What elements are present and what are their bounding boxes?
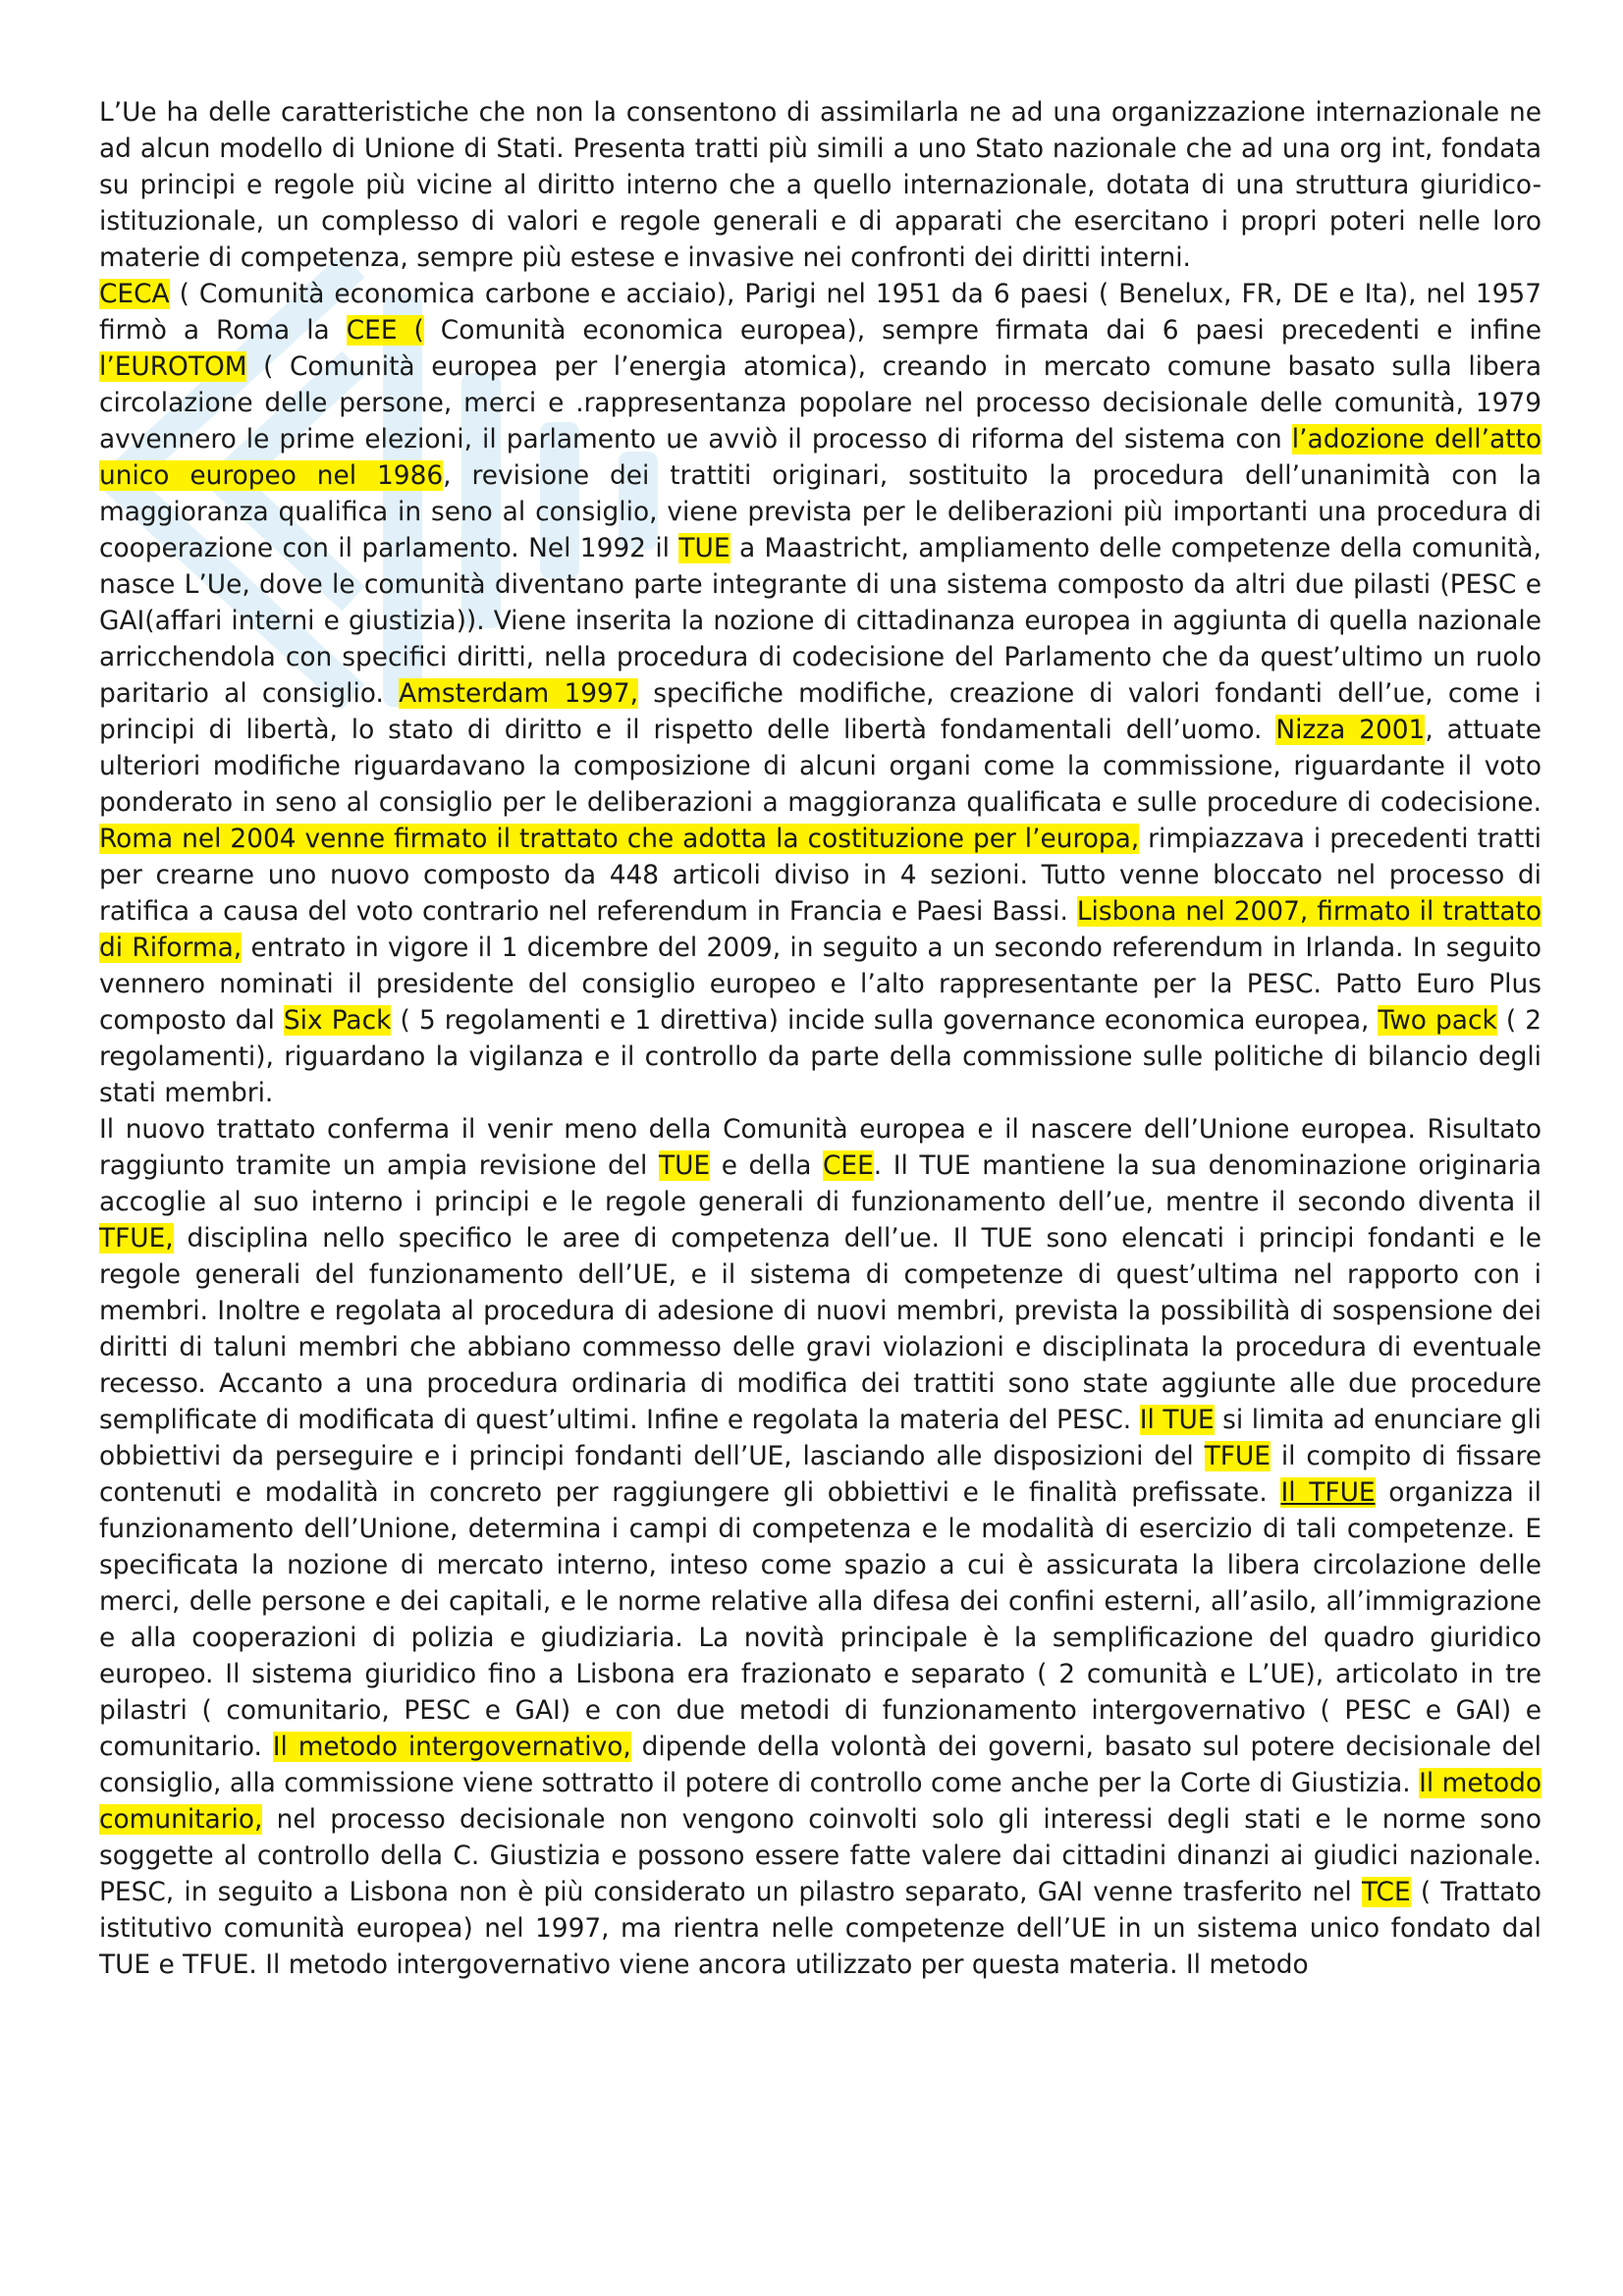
body-text: ( Comunità europea per l’energia atomica), creando in mercato comune basato sulla libera circolazione delle persone, merci e .rappresentanza popolare nel processo decisionale delle comunità, 1979 avvennero le prime elezioni, il parlamento ue avviò il processo di riforma del sistema con bbox=[99, 351, 1542, 454]
highlighted-text: Il TUE bbox=[1139, 1405, 1215, 1435]
body-text: organizza il funzionamento dell’Unione, determina i campi di competenza e le modalità di esercizio di tali competenze. E specificata la nozione di mercato interno, inteso come spazio a cui è assicurata la libera circolazione delle merci, delle persone e dei capitali, e le norme relative alla difesa dei confini esterni, all’asilo, all’immigrazione e alla cooperazioni di polizia e giudiziaria. La novità principale è la semplificazione del quadro giuridico europeo. Il sistema giuridico fino a Lisbona era frazionato e separato ( 2 comunità e L’UE), articolato in tre pilastri ( comunitario, PESC e GAI) e con due metodi di funzionamento intergovernativo ( PESC e GAI) e comunitario. bbox=[99, 1477, 1542, 1762]
highlighted-text: Il TFUE bbox=[1280, 1477, 1376, 1508]
body-text: . Il TUE mantiene la sua denominazione originaria accoglie al suo interno i principi e le regole generali di funzionamento dell’ue, mentre il secondo diventa il bbox=[99, 1150, 1542, 1217]
highlighted-text: Il metodo comunitario, bbox=[99, 1768, 1542, 1835]
highlighted-text: CEE ( bbox=[346, 315, 424, 346]
highlighted-text: CEE bbox=[822, 1150, 874, 1181]
highlighted-text: Il metodo intergovernativo, bbox=[272, 1732, 631, 1762]
paragraph-lisbon-treaty bbox=[99, 1111, 1542, 1983]
highlighted-text: CECA bbox=[99, 279, 170, 309]
body-text: specifiche modifiche, creazione di valori fondanti dell’ue, come i principi di libertà, lo stato di diritto e il rispetto delle libertà fondamentali dell’uomo. bbox=[99, 678, 1542, 745]
highlighted-text: TFUE bbox=[1204, 1441, 1271, 1471]
highlighted-text: Six Pack bbox=[283, 1005, 392, 1036]
highlighted-text: Amsterdam 1997, bbox=[399, 678, 639, 709]
paragraph-intro bbox=[99, 94, 1542, 276]
body-text: nel processo decisionale non vengono coinvolti solo gli interessi degli stati e le norme sono soggette al controllo della C. Giustizia e possono essere fatte valere dai cittadini dinanzi ai giudici nazionale. PESC, in seguito a Lisbona non è più considerato un pilastro separato, GAI venne trasferito nel bbox=[99, 1804, 1542, 1907]
body-text: e della bbox=[710, 1150, 823, 1181]
highlighted-text: TUE bbox=[658, 1150, 711, 1181]
highlighted-text: TFUE, bbox=[99, 1223, 174, 1254]
highlighted-text: l’adozione dell’atto unico europeo nel 1986 bbox=[99, 424, 1542, 491]
body-text: ( Trattato istitutivo comunità europea) nel 1997, ma rientra nelle competenze dell’UE in un sistema unico fondato dal TUE e TFUE. Il metodo intergovernativo viene ancora utilizzato per questa materia. Il metodo bbox=[99, 1877, 1542, 1980]
body-text: Comunità economica europea), sempre firmata dai 6 paesi precedenti e infine bbox=[423, 315, 1542, 346]
highlighted-text: l’EUROTOM bbox=[99, 351, 247, 382]
body-text: a Maastricht, ampliamento delle competenze della comunità, nasce L’Ue, dove le comunità diventano parte integrante di una sistema composto da altri due pilasti (PESC e GAI(affari interni e giustizia)). Viene inserita la nozione di cittadinanza europea in aggiunta di quella nazionale arricchendola con specifici diritti, nella procedura di codecisione del Parlamento che da quest’ultimo un ruolo paritario al consiglio. bbox=[99, 533, 1542, 709]
highlighted-text: Two pack bbox=[1378, 1005, 1497, 1036]
paragraph-history bbox=[99, 276, 1542, 1111]
body-text: ( 2 regolamenti), riguardano la vigilanza e il controllo da parte della commissione sulle politiche di bilancio degli stati membri. bbox=[99, 1005, 1542, 1108]
body-text: Il nuovo trattato conferma il venir meno della Comunità europea e il nascere dell’Unione europea. Risultato raggiunto tramite un ampia revisione del bbox=[99, 1114, 1542, 1181]
document-body bbox=[99, 94, 1542, 1983]
body-text: L’Ue ha delle caratteristiche che non la consentono di assimilarla ne ad una organizzazione internazionale ne ad alcun modello di Unione di Stati. Presenta tratti più simili a uno Stato nazionale che ad una org int, fondata su principi e regole più vicine al diritto interno che a quello internazionale, dotata di una struttura giuridico-istituzionale, un complesso di valori e regole generali e di apparati che esercitano i propri poteri nelle loro materie di competenza, sempre più estese e invasive nei confronti dei diritti interni. bbox=[99, 97, 1542, 273]
body-text: , revisione dei trattiti originari, sostituito la procedura dell’unanimità con la maggioranza qualifica in seno al consiglio, viene prevista per le deliberazioni più importanti una procedura di cooperazione con il parlamento. Nel 1992 il bbox=[99, 460, 1542, 563]
body-text: dipende della volontà dei governi, basato sul potere decisionale del consiglio, alla commissione viene sottratto il potere di controllo come anche per la Corte di Giustizia. bbox=[99, 1732, 1542, 1798]
highlighted-text: Lisbona nel 2007, firmato il trattato di Riforma, bbox=[99, 896, 1542, 963]
body-text: rimpiazzava i precedenti tratti per crearne uno nuovo composto da 448 articoli diviso in 4 sezioni. Tutto venne bloccato nel processo di ratifica a causa del voto contrario nel referendum in Francia e Paesi Bassi. bbox=[99, 824, 1542, 927]
highlighted-text: TUE bbox=[678, 533, 730, 563]
body-text: entrato in vigore il 1 dicembre del 2009, in seguito a un secondo referendum in Irlanda. In seguito vennero nominati il presidente del consiglio europeo e l’alto rappresentante per la PESC. Patto Euro Plus composto dal bbox=[99, 933, 1542, 1036]
highlighted-text: Roma nel 2004 venne firmato il trattato che adotta la costituzione per l’europa, bbox=[99, 824, 1140, 854]
body-text: , attuate ulteriori modifiche riguardavano la composizione di alcuni organi come la commissione, riguardante il voto ponderato in seno al consiglio per le deliberazioni a maggioranza qualificata e sulle procedure di codecisione. bbox=[99, 715, 1542, 818]
body-text: il compito di fissare contenuti e modalità in concreto per raggiungere gli obbiettivi e le finalità prefissate. bbox=[99, 1441, 1542, 1508]
body-text: ( 5 regolamenti e 1 direttiva) incide sulla governance economica europea, bbox=[391, 1005, 1379, 1036]
body-text: ( Comunità economica carbone e acciaio), Parigi nel 1951 da 6 paesi ( Benelux, FR, DE e Ita), nel 1957 firmò a Roma la bbox=[99, 279, 1542, 346]
highlighted-text: Nizza 2001 bbox=[1275, 715, 1426, 745]
highlighted-text: TCE bbox=[1361, 1877, 1411, 1907]
body-text: si limita ad enunciare gli obbiettivi da perseguire e i principi fondanti dell’UE, lasciando alle disposizioni del bbox=[99, 1405, 1542, 1471]
body-text: disciplina nello specifico le aree di competenza dell’ue. Il TUE sono elencati i principi fondanti e le regole generali del funzionamento dell’UE, e il sistema di competenze di quest’ultima nel rapporto con i membri. Inoltre e regolata al procedura di adesione di nuovi membri, prevista la possibilità di sospensione dei diritti di taluni membri che abbiano commesso delle gravi violazioni e disciplinata la procedura di eventuale recesso. Accanto a una procedura ordinaria di modifica dei trattiti sono state aggiunte alle due procedure semplificate di modificata di quest’ultimi. Infine e regolata la materia del PESC. bbox=[99, 1223, 1542, 1435]
